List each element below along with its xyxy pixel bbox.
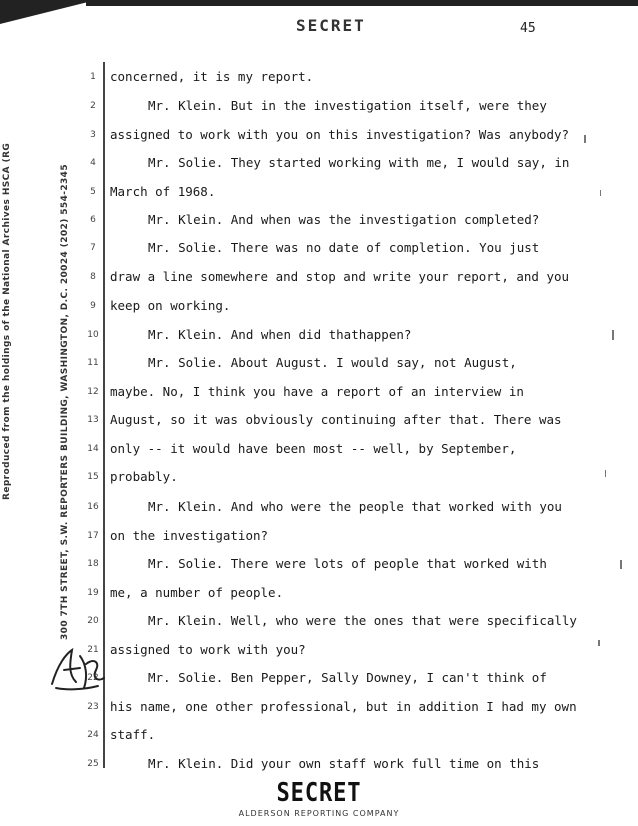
archive-side-note: Reproduced from the holdings of the National Archives HSCA (RG [2,142,12,500]
transcript-line: staff. [110,727,156,742]
line-number: 12 [87,387,99,397]
transcript-line: Mr. Klein. Did your own staff work full time on this [148,756,540,771]
transcript-line: Mr. Solie. They started working with me, I would say, in [148,155,570,170]
line-number: 14 [87,444,99,454]
line-number: 5 [90,187,96,197]
transcript-line: Mr. Klein. But in the investigation itself, were they [148,98,547,113]
transcript-line: Mr. Klein. And when was the investigation completed? [148,212,540,227]
line-number: 1 [90,72,96,82]
header-secret-stamp: SECRET [296,16,366,35]
reporting-company: ALDERSON REPORTING COMPANY [238,809,400,818]
transcript-line: Mr. Solie. Ben Pepper, Sally Downey, I can't think of [148,670,547,685]
transcript-line: March of 1968. [110,184,216,199]
transcript-line: Mr. Klein. And when did thathappen? [148,327,412,342]
reporter-address-side-note: 300 7TH STREET, S.W. REPORTERS BUILDING, WASHINGTON, D.C. 20024 (202) 554-2345 [60,163,70,640]
line-number: 8 [90,272,96,282]
transcript-line: keep on working. [110,298,231,313]
line-number: 20 [87,616,99,626]
top-scan-edge [86,0,638,6]
line-number: 22 [87,673,99,683]
transcript-line: probably. [110,469,178,484]
line-number: 4 [90,158,96,168]
transcript-line: his name, one other professional, but in addition I had my own [110,699,577,714]
page-number: 45 [520,21,536,36]
folded-corner [0,0,96,24]
line-number: 23 [87,702,99,712]
handwritten-initials [46,644,108,694]
transcript-line: Mr. Solie. There was no date of completion. You just [148,240,540,255]
line-number: 24 [87,730,99,740]
transcript-line: assigned to work with you on this investigation? Was anybody? [110,127,570,142]
transcript-line: August, so it was obviously continuing after that. There was [110,412,562,427]
transcript-line: Mr. Solie. About August. I would say, not August, [148,355,517,370]
line-number: 15 [87,472,99,482]
line-number: 16 [87,502,99,512]
transcript-line: draw a line somewhere and stop and write your report, and you [110,269,570,284]
line-number: 17 [87,531,99,541]
line-number: 21 [87,645,99,655]
transcript-line: Mr. Solie. There were lots of people that worked with [148,556,547,571]
line-number: 6 [90,215,96,225]
transcript-line: Mr. Klein. And who were the people that worked with you [148,499,562,514]
line-number: 19 [87,588,99,598]
line-number: 2 [90,101,96,111]
line-number: 9 [90,301,96,311]
transcript-line: me, a number of people. [110,585,284,600]
transcript-line: maybe. No, I think you have a report of an interview in [110,384,524,399]
transcript-line: on the investigation? [110,528,269,543]
line-number: 7 [90,243,96,253]
transcript-line: Mr. Klein. Well, who were the ones that were specifically [148,613,577,628]
transcript-line: assigned to work with you? [110,642,306,657]
transcript-line: only -- it would have been most -- well, by September, [110,441,517,456]
line-number: 18 [87,559,99,569]
line-number: 11 [87,358,99,368]
line-number: 3 [90,130,96,140]
line-number: 25 [87,759,99,769]
line-number: 10 [87,330,99,340]
line-number: 13 [87,415,99,425]
transcript-line: concerned, it is my report. [110,69,314,84]
footer-secret-stamp: SECRET [276,778,362,808]
